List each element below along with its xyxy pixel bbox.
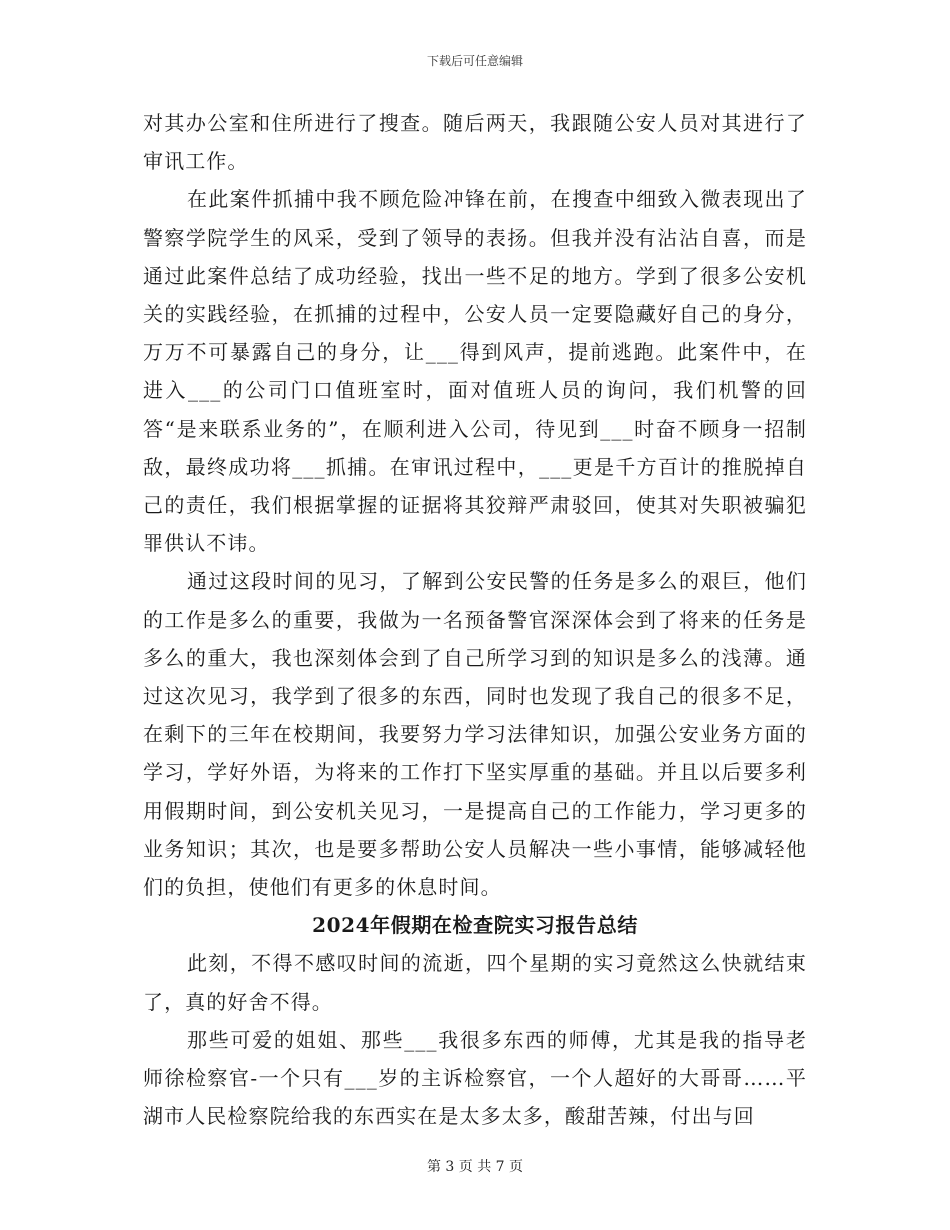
- paragraph-reflection: 通过这段时间的见习，了解到公安民警的任务是多么的艰巨，他们的工作是多么的重要，我做为一名预备警官深深体会到了将来的任务是多么的重大，我也深刻体会到了自己所学习到的知识是多么的浅薄。通过这次见习，我学到了很多的东西，同时也发现了我自己的很多不足，在剩下的三年在校期间，我要努力学习法律知识，加强公安业务方面的学习，学好外语，为将来的工作打下坚实厚重的基础。并且以后要多利用假期时间，到公安机关见习，一是提高自己的工作能力，学习更多的业务知识；其次，也是要多帮助公安人员解决一些小事情，能够减轻他们的负担，使他们有更多的休息时间。: [143, 569, 807, 900]
- paragraph-continuation: 对其办公室和住所进行了搜查。随后两天，我跟随公安人员对其进行了审讯工作。: [143, 111, 807, 174]
- paragraph-arrest: 在此案件抓捕中我不顾危险冲锋在前，在搜查中细致入微表现出了警察学院学生的风采，受到了领导的表扬。但我并没有沾沾自喜，而是通过此案件总结了成功经验，找出一些不足的地方。学到了很多公安机关的实践经验，在抓捕的过程中，公安人员一定要隐藏好自己的身分，万万不可暴露自己的身分，让___得到风声，提前逃跑。此案件中，在进入___的公司门口值班室时，面对值班人员的询问，我们机警的回答“是来联系业务的”，在顺利进入公司，待见到___时奋不顾身一招制敌，最终成功将___抓捕。在审讯过程中，___更是千方百计的推脱掉自己的责任，我们根据掌握的证据将其狡辩严肃驳回，使其对失职被骗犯罪供认不讳。: [143, 187, 807, 556]
- page-header: 下载后可任意编辑: [426, 54, 523, 68]
- page-footer: 第 3 页 共 7 页: [426, 1159, 524, 1175]
- paragraph-mentors: 那些可爱的姐姐、那些___我很多东西的师傅，尤其是我的指导老师徐检察官-一个只有___岁的主诉检察官，一个人超好的大哥哥……平湖市人民检察院给我的东西实在是太多太多，酸甜苦辣，付出与回: [143, 1027, 807, 1129]
- section-title: 2024年假期在检查院实习报告总结: [312, 913, 638, 938]
- paragraph-time-passing: 此刻，不得不感叹时间的流逝，四个星期的实习竟然这么快就结束了，真的好舍不得。: [143, 951, 807, 1014]
- document-body: [143, 104, 807, 1135]
